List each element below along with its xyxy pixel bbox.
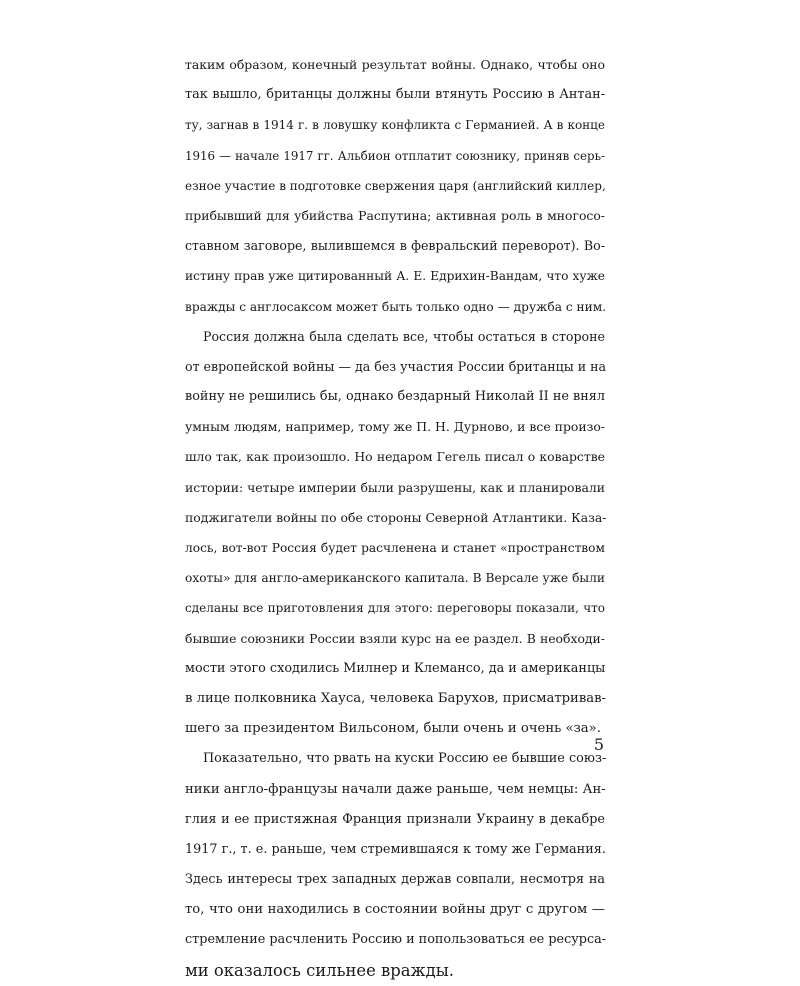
text-line: ми оказалось сильнее вражды. [185,960,454,980]
text-line: стремление расчленить Россию и попользоваться ее ресурса- [185,932,607,948]
text-line: от европейской войны — да без участия России британцы и на [185,358,607,374]
text-line: лось, вот-вот Россия будет расчленена и станет «пространством [185,541,605,555]
text-line: езное участие в подготовке свержения царя (английский киллер, [185,178,606,193]
text-line: истину прав уже цитированный А. Е. Едрихин-Вандам, что хуже [185,269,605,284]
text-line: войну не решились бы, однако бездарный Николай II не внял [185,389,605,405]
text-line: 1916 — начале 1917 гг. Альбион отплатит союзнику, приняв серь- [185,148,605,163]
text-line: Россия должна была сделать все, чтобы остаться в стороне [203,328,605,344]
text-line: поджигатели войны по обе стороны Северной Атлантики. Каза- [185,509,607,525]
text-line: таким образом, конечный результат войны. Однако, чтобы оно [185,57,605,72]
text-line: бывшие союзники России взяли курс на ее раздел. В необходи- [185,630,605,646]
text-line: ту, загнав в 1914 г. в ловушку конфликта с Германией. А в конце [185,118,605,133]
text-line: вражды с англосаксом может быть только одно — дружба с ним. [185,299,607,314]
text-line: 1917 г., т. е. раньше, чем стремившаяся к тому же Германия. [185,841,606,857]
text-line: шего за президентом Вильсоном, были очень и очень «за». [185,721,601,737]
text-line: ставном заговоре, вылившемся в февральский переворот). Во- [185,238,605,254]
text-line: истории: четыре империи были разрушены, как и планировали [185,479,605,495]
body-text [185,50,605,986]
text-line: шло так, как произошло. Но недаром Гегель писал о коварстве [185,449,605,465]
text-line: охоты» для англо-американского капитала. В Версале уже были [185,571,605,586]
text-line: сделаны все приготовления для этого: переговоры показали, что [185,601,605,616]
text-line: так вышло, британцы должны были втянуть Россию в Антан- [185,87,605,103]
text-line: Показательно, что рвать на куски Россию ее бывшие союз- [203,751,607,767]
text-line: в лице полковника Хауса, человека Барухов, присматривав- [185,690,607,706]
text-line: то, что они находились в состоянии войны друг с другом — [185,902,605,918]
text-line: Здесь интересы трех западных держав совпали, несмотря на [185,872,605,888]
text-line: прибывший для убийства Распутина; активная роль в многосо- [185,207,605,223]
page-number: 5 [593,735,604,754]
text-line: мости этого сходились Милнер и Клемансо, да и американцы [185,660,606,676]
text-line: глия и ее пристяжная Франция признали Украину в декабре [185,811,605,827]
text-line: умным людям, например, тому же П. Н. Дурново, и все произо- [185,419,605,435]
text-line: ники англо-французы начали даже раньше, чем немцы: Ан- [185,781,606,797]
